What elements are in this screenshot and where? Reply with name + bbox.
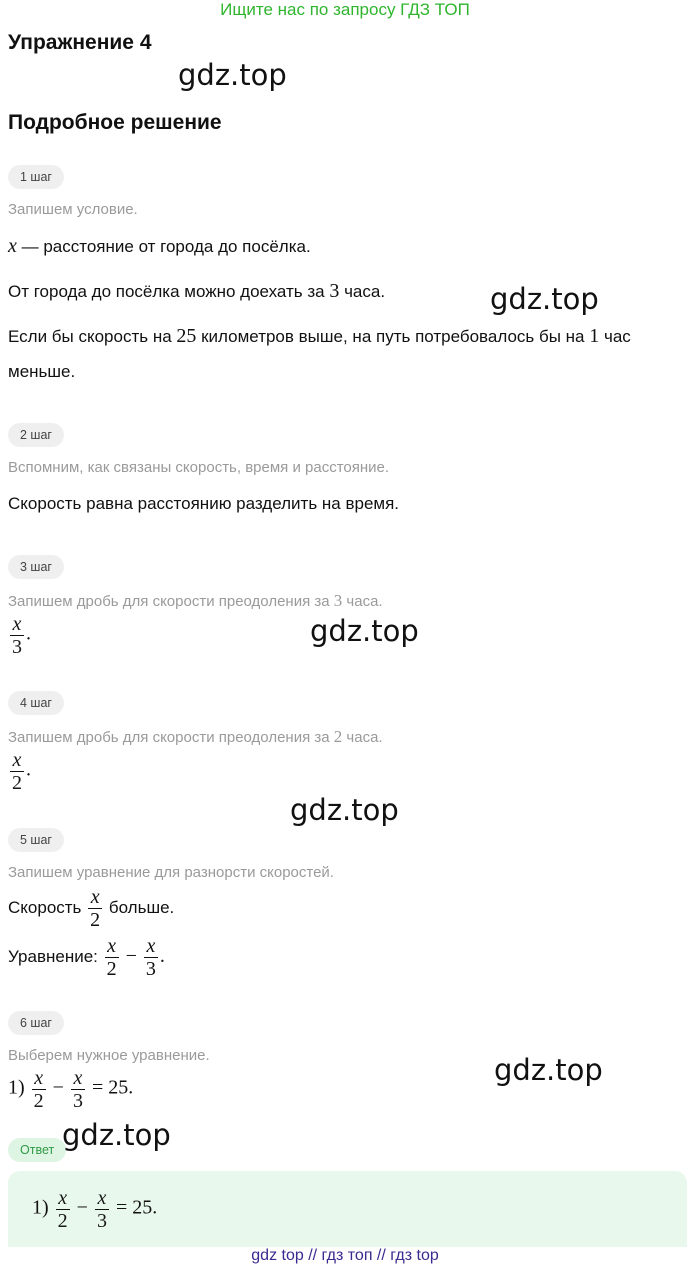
watermark: gdz.top bbox=[62, 1118, 171, 1152]
fraction bbox=[10, 613, 24, 658]
math-num: 25 bbox=[176, 325, 197, 347]
answer-badge: Ответ bbox=[8, 1138, 66, 1162]
step-badge: 2 шаг bbox=[8, 423, 64, 447]
minus-sign: − bbox=[47, 1076, 69, 1099]
fraction-expression bbox=[8, 749, 31, 794]
denominator: 3 bbox=[12, 636, 22, 658]
text-span: часа. bbox=[342, 729, 383, 746]
text-span: Если бы скорость на bbox=[8, 327, 177, 346]
numerator: x bbox=[12, 749, 22, 771]
search-banner[interactable]: Ищите нас по запросу ГДЗ ТОП bbox=[220, 0, 470, 19]
step-hint: Запишем условие. bbox=[8, 201, 138, 218]
step-hint: Запишем уравнение для разнорсти скоростей. bbox=[8, 864, 334, 881]
equation bbox=[8, 1067, 133, 1112]
watermark: gdz.top bbox=[490, 282, 599, 316]
denominator: 3 bbox=[145, 958, 156, 981]
text-span: часа. bbox=[342, 593, 383, 610]
fraction-expression bbox=[8, 613, 31, 658]
text-span: Запишем дробь для скорости преодоления за bbox=[8, 729, 334, 746]
watermark: gdz.top bbox=[310, 614, 419, 648]
step-badge: 6 шаг bbox=[8, 1011, 64, 1035]
step-text bbox=[8, 885, 174, 931]
fraction bbox=[95, 1187, 109, 1232]
text-span: Запишем дробь для скорости преодоления за bbox=[8, 593, 334, 610]
watermark: gdz.top bbox=[178, 58, 287, 92]
numerator: x bbox=[146, 935, 156, 958]
punctuation: . bbox=[159, 945, 165, 967]
denominator: 2 bbox=[33, 1090, 44, 1112]
denominator: 2 bbox=[106, 958, 117, 981]
fraction bbox=[144, 935, 158, 980]
numerator: x bbox=[97, 1187, 107, 1209]
numerator: x bbox=[73, 1067, 83, 1089]
minus-sign: − bbox=[71, 1196, 93, 1219]
step-text bbox=[8, 229, 311, 264]
watermark: gdz.top bbox=[494, 1053, 603, 1087]
denominator: 3 bbox=[72, 1090, 83, 1112]
equation-rhs: = 25. bbox=[110, 1196, 158, 1219]
numerator: x bbox=[34, 1067, 44, 1089]
math-num: 3 bbox=[329, 280, 340, 302]
list-number: 1) bbox=[8, 1076, 30, 1099]
punctuation: . bbox=[26, 758, 31, 781]
numerator: x bbox=[58, 1187, 68, 1209]
step-text bbox=[8, 274, 385, 309]
numerator: x bbox=[12, 613, 22, 635]
watermark: gdz.top bbox=[290, 793, 399, 827]
list-number: 1) bbox=[32, 1196, 54, 1219]
fraction bbox=[32, 1067, 46, 1112]
text-span: От города до посёлка можно доехать за bbox=[8, 282, 330, 301]
math-num: 2 bbox=[333, 727, 343, 746]
math-num: 1 bbox=[589, 325, 600, 347]
step-hint bbox=[8, 591, 383, 611]
step-hint: Вспомним, как связаны скорость, время и расстояние. bbox=[8, 459, 390, 476]
text-span: Уравнение: bbox=[8, 947, 103, 966]
numerator: x bbox=[90, 886, 100, 909]
text-span: — расстояние от города до посёлка. bbox=[16, 237, 311, 256]
denominator: 2 bbox=[90, 909, 101, 932]
answer-equation bbox=[32, 1187, 157, 1232]
step-text bbox=[8, 933, 165, 980]
text-span: час bbox=[599, 327, 631, 346]
step-text bbox=[8, 319, 688, 354]
minus-sign: − bbox=[120, 945, 142, 967]
fraction bbox=[105, 935, 119, 980]
denominator: 2 bbox=[12, 772, 22, 794]
step-text: меньше. bbox=[8, 362, 76, 381]
math-num: 3 bbox=[333, 591, 343, 610]
denominator: 3 bbox=[96, 1210, 107, 1232]
exercise-title: Упражнение 4 bbox=[8, 31, 152, 54]
step-text: Скорость равна расстоянию разделить на время. bbox=[8, 494, 400, 513]
denominator: 2 bbox=[57, 1210, 68, 1232]
step-badge: 4 шаг bbox=[8, 691, 64, 715]
punctuation: . bbox=[26, 622, 31, 645]
equation-rhs: = 25. bbox=[86, 1076, 134, 1099]
numerator: x bbox=[107, 935, 117, 958]
fraction bbox=[56, 1187, 70, 1232]
fraction bbox=[10, 749, 24, 794]
step-hint bbox=[8, 727, 383, 747]
step-badge: 1 шаг bbox=[8, 165, 64, 189]
text-span: километров выше, на путь потребовалось бы на bbox=[196, 327, 590, 346]
solution-heading: Подробное решение bbox=[8, 111, 222, 134]
text-span: Скорость bbox=[8, 898, 87, 917]
text-span: часа. bbox=[339, 282, 386, 301]
text-span: больше. bbox=[104, 898, 175, 917]
fraction bbox=[71, 1067, 85, 1112]
footer-links[interactable]: gdz top // гдз топ // гдз top bbox=[251, 1247, 439, 1264]
step-badge: 5 шаг bbox=[8, 828, 64, 852]
step-hint: Выберем нужное уравнение. bbox=[8, 1047, 210, 1064]
math-var: x bbox=[8, 235, 17, 257]
step-badge: 3 шаг bbox=[8, 555, 64, 579]
fraction bbox=[88, 886, 102, 931]
